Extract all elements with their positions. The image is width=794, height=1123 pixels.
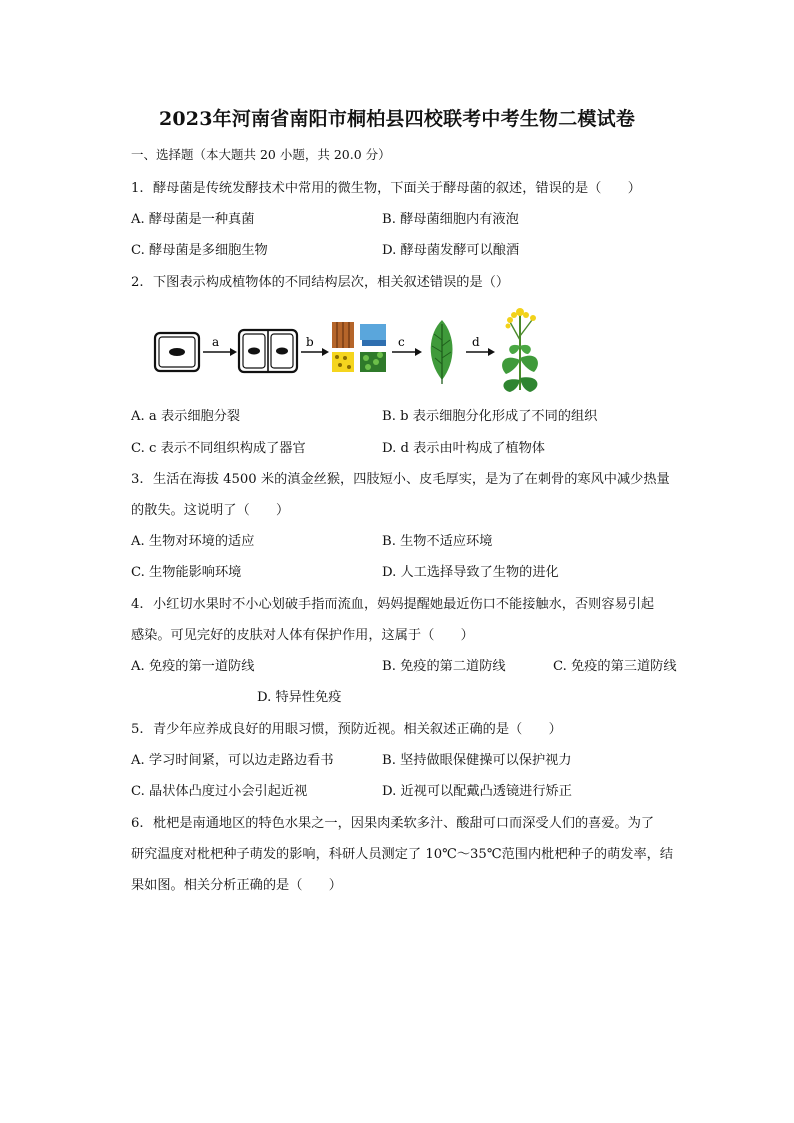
arrow-label-c: c (398, 335, 405, 349)
q3-option-c: C. 生物能影响环境 (131, 565, 242, 580)
page-title: 2023年河南省南阳市桐柏县四校联考中考生物二模试卷 (158, 108, 636, 130)
arrow-label-d: d (472, 335, 480, 349)
q1-option-c: C. 酵母菌是多细胞生物 (131, 243, 268, 258)
two-cells-figure (239, 330, 297, 372)
q5-option-d: D. 近视可以配戴凸透镜进行矫正 (382, 784, 572, 799)
q2-option-a: A. a 表示细胞分裂 (131, 409, 241, 424)
q5-option-a: A. 学习时间紧，可以边走路边看书 (131, 753, 334, 768)
question-text: 枇杷是南通地区的特色水果之一，因果肉柔软多汁、酸甜可口而深受人们的喜爱。为了 (153, 816, 655, 831)
tissues-figure (332, 322, 386, 372)
question-3-line-2: 的散失。这说明了（ ） (131, 503, 290, 518)
q4-option-c: C. 免疫的第三道防线 (553, 659, 677, 674)
q4-option-b: B. 免疫的第二道防线 (382, 659, 506, 674)
q3-option-a: A. 生物对环境的适应 (131, 534, 255, 549)
q4-option-d: D. 特异性免疫 (257, 690, 342, 705)
arrow-label-a: a (212, 335, 220, 349)
question-text: 青少年应养成良好的用眼习惯，预防近视。相关叙述正确的是（ ） (153, 722, 562, 737)
question-number: 1. (131, 181, 144, 196)
q1-option-b: B. 酵母菌细胞内有液泡 (382, 212, 519, 227)
question-6-line-2: 研究温度对枇杷种子萌发的影响，科研人员测定了 10℃～35℃范围内枇杷种子的萌发率，结 (131, 847, 674, 862)
question-4-line-2: 感染。可见完好的皮肤对人体有保护作用，这属于（ ） (131, 628, 474, 643)
q2-option-d: D. d 表示由叶构成了植物体 (382, 441, 545, 456)
question-number: 6. (131, 816, 144, 831)
question-4 (131, 593, 654, 612)
question-3 (131, 468, 670, 487)
question-number: 3. (131, 472, 144, 487)
question-number: 5. (131, 722, 144, 737)
question-number: 4. (131, 597, 144, 612)
question-text: 小红切水果时不小心划破手指而流血，妈妈提醒她最近伤口不能接触水，否则容易引起 (153, 597, 655, 612)
plant-structure-diagram (150, 300, 550, 395)
leaf-figure (431, 320, 453, 384)
arrow-label-b: b (306, 335, 314, 349)
question-text: 酵母菌是传统发酵技术中常用的微生物，下面关于酵母菌的叙述，错误的是（ ） (153, 181, 641, 196)
q5-option-b: B. 坚持做眼保健操可以保护视力 (382, 753, 572, 768)
q5-option-c: C. 晶状体凸度过小会引起近视 (131, 784, 308, 799)
question-6-line-3: 果如图。相关分析正确的是（ ） (131, 878, 342, 893)
q1-option-d: D. 酵母菌发酵可以酿酒 (382, 243, 520, 258)
question-number: 2. (131, 275, 144, 290)
question-1 (131, 177, 641, 196)
q3-option-d: D. 人工选择导致了生物的进化 (382, 565, 559, 580)
q2-option-c: C. c 表示不同组织构成了器官 (131, 441, 306, 456)
q4-option-a: A. 免疫的第一道防线 (131, 659, 255, 674)
q3-option-b: B. 生物不适应环境 (382, 534, 493, 549)
question-text: 生活在海拔 4500 米的滇金丝猴，四肢短小、皮毛厚实，是为了在刺骨的寒风中减少热量 (153, 472, 670, 487)
question-6 (131, 812, 654, 831)
question-5 (131, 718, 562, 737)
plant-figure (502, 308, 538, 392)
q1-option-a: A. 酵母菌是一种真菌 (131, 212, 255, 227)
single-cell-figure (155, 333, 199, 371)
section-heading: 一、选择题（本大题共 20 小题，共 20.0 分） (131, 147, 391, 162)
question-text: 下图表示构成植物体的不同结构层次，相关叙述错误的是（） (153, 275, 510, 290)
question-2 (131, 271, 509, 290)
q2-option-b: B. b 表示细胞分化形成了不同的组织 (382, 409, 598, 424)
